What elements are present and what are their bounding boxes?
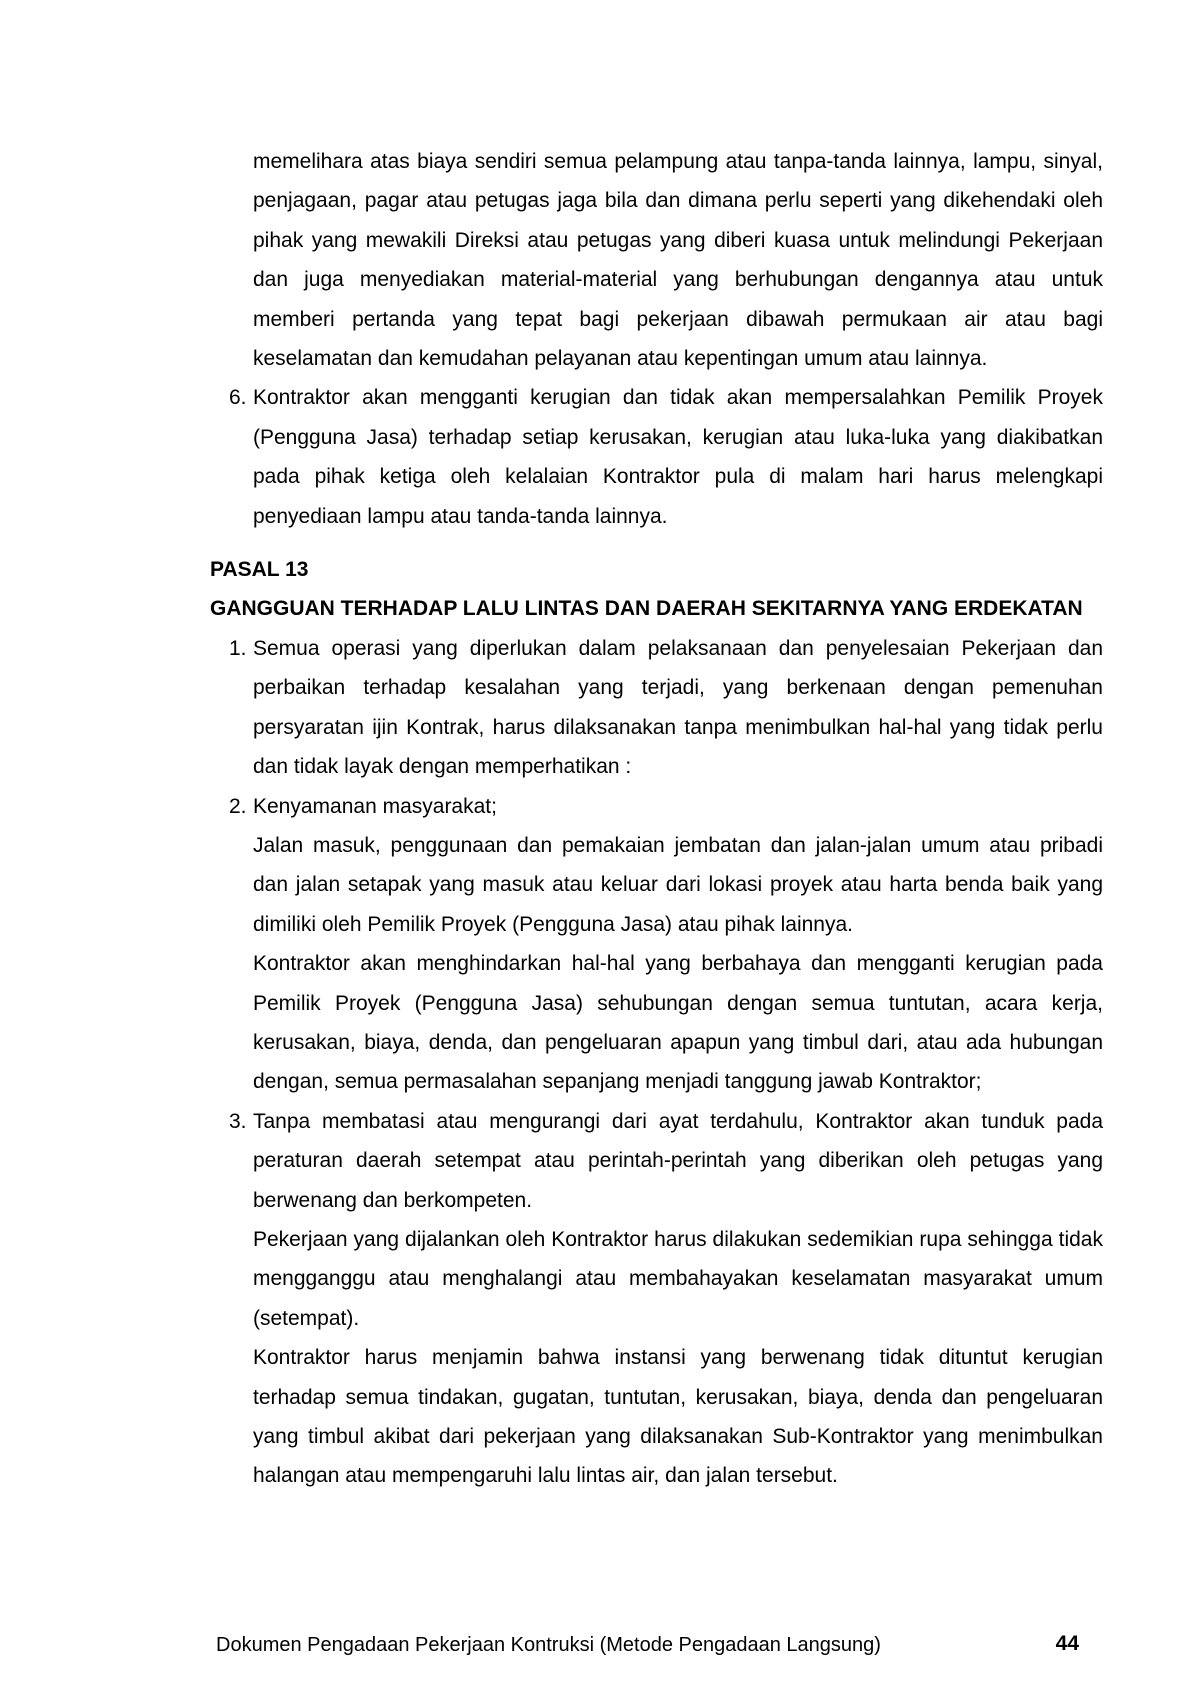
footer-document-title: Dokumen Pengadaan Pekerjaan Kontruksi (Metode Pengadaan Langsung)	[216, 1634, 881, 1656]
list-number: 2.	[229, 794, 247, 818]
list-item-6	[229, 378, 1103, 536]
section-title: GANGGUAN TERHADAP LALU LINTAS DAN DAERAH SEKITARNYA YANG ERDEKATAN	[210, 597, 1083, 621]
continuation-paragraph: memelihara atas biaya sendiri semua pelampung atau tanpa-tanda lainnya, lampu, sinyal, penjagaan, pagar atau petugas jaga bila dan dimana perlu seperti yang dikehendaki oleh pihak yang mewakili Direksi atau petugas yang diberi kuasa untuk melindungi Pekerjaan dan juga menyediakan material-material yang berhubungan dengannya atau untuk memberi pertanda yang tepat bagi pekerjaan dibawah permukaan air atau bagi keselamatan dan kemudahan pelayanan atau kepentingan umum atau lainnya.	[253, 150, 1103, 371]
list-number: 3.	[229, 1109, 247, 1133]
list-item-3	[229, 1102, 1103, 1496]
list-item-paragraph: Kontraktor akan menghindarkan hal-hal yang berbahaya dan mengganti kerugian pada Pemilik Proyek (Pengguna Jasa) sehubungan dengan semua tuntutan, acara kerja, kerusakan, biaya, denda, dan pengeluaran apapun yang timbul dari, atau ada hubungan dengan, semua permasalahan sepanjang menjadi tanggung jawab Kontraktor;	[253, 952, 1103, 1094]
list-item-paragraph: Pekerjaan yang dijalankan oleh Kontraktor harus dilakukan sedemikian rupa sehingga tidak mengganggu atau menghalangi atau membahayakan keselamatan masyarakat umum (setempat).	[253, 1227, 1103, 1330]
list-item-2	[229, 787, 1103, 1102]
list-item-body	[253, 1102, 1103, 1496]
list-item-lead: Kenyamanan masyarakat;	[253, 794, 497, 818]
list-number: 1.	[229, 636, 247, 660]
list-item-text: Semua operasi yang diperlukan dalam pelaksanaan dan penyelesaian Pekerjaan dan perbaikan terhadap kesalahan yang terjadi, yang berkenaan dengan pemenuhan persyaratan ijin Kontrak, harus dilaksanakan tanpa menimbulkan hal-hal yang tidak perlu dan tidak layak dengan memperhatikan :	[253, 636, 1103, 779]
list-item-1	[229, 629, 1103, 787]
list-item-body	[253, 787, 1103, 1102]
list-item-paragraph: Kontraktor harus menjamin bahwa instansi yang berwenang tidak dituntut kerugian terhadap semua tindakan, gugatan, tuntutan, kerusakan, biaya, denda dan pengeluaran yang timbul akibat dari pekerjaan yang dilaksanakan Sub-Kontraktor yang menimbulkan halangan atau mempengaruhi lalu lintas air, dan jalan tersebut.	[253, 1346, 1103, 1488]
list-item-paragraph: Jalan masuk, penggunaan dan pemakaian jembatan dan jalan-jalan umum atau pribadi dan jalan setapak yang masuk atau keluar dari lokasi proyek atau harta benda baik yang dimiliki oleh Pemilik Proyek (Pengguna Jasa) atau pihak lainnya.	[253, 833, 1103, 936]
list-item-paragraph: Tanpa membatasi atau mengurangi dari ayat terdahulu, Kontraktor akan tunduk pada peraturan daerah setempat atau perintah-perintah yang diberikan oleh petugas yang berwenang dan berkompeten.	[253, 1109, 1103, 1212]
list-item-text: Kontraktor akan mengganti kerugian dan tidak akan mempersalahkan Pemilik Proyek (Pengguna Jasa) terhadap setiap kerusakan, kerugian atau luka-luka yang diakibatkan pada pihak ketiga oleh kelalaian Kontraktor pula di malam hari harus melengkapi penyediaan lampu atau tanda-tanda lainnya.	[253, 386, 1103, 528]
page-number: 44	[1055, 1632, 1079, 1655]
list-number: 6.	[229, 386, 247, 410]
document-body	[210, 142, 1103, 1496]
section-heading: PASAL 13	[210, 558, 309, 582]
